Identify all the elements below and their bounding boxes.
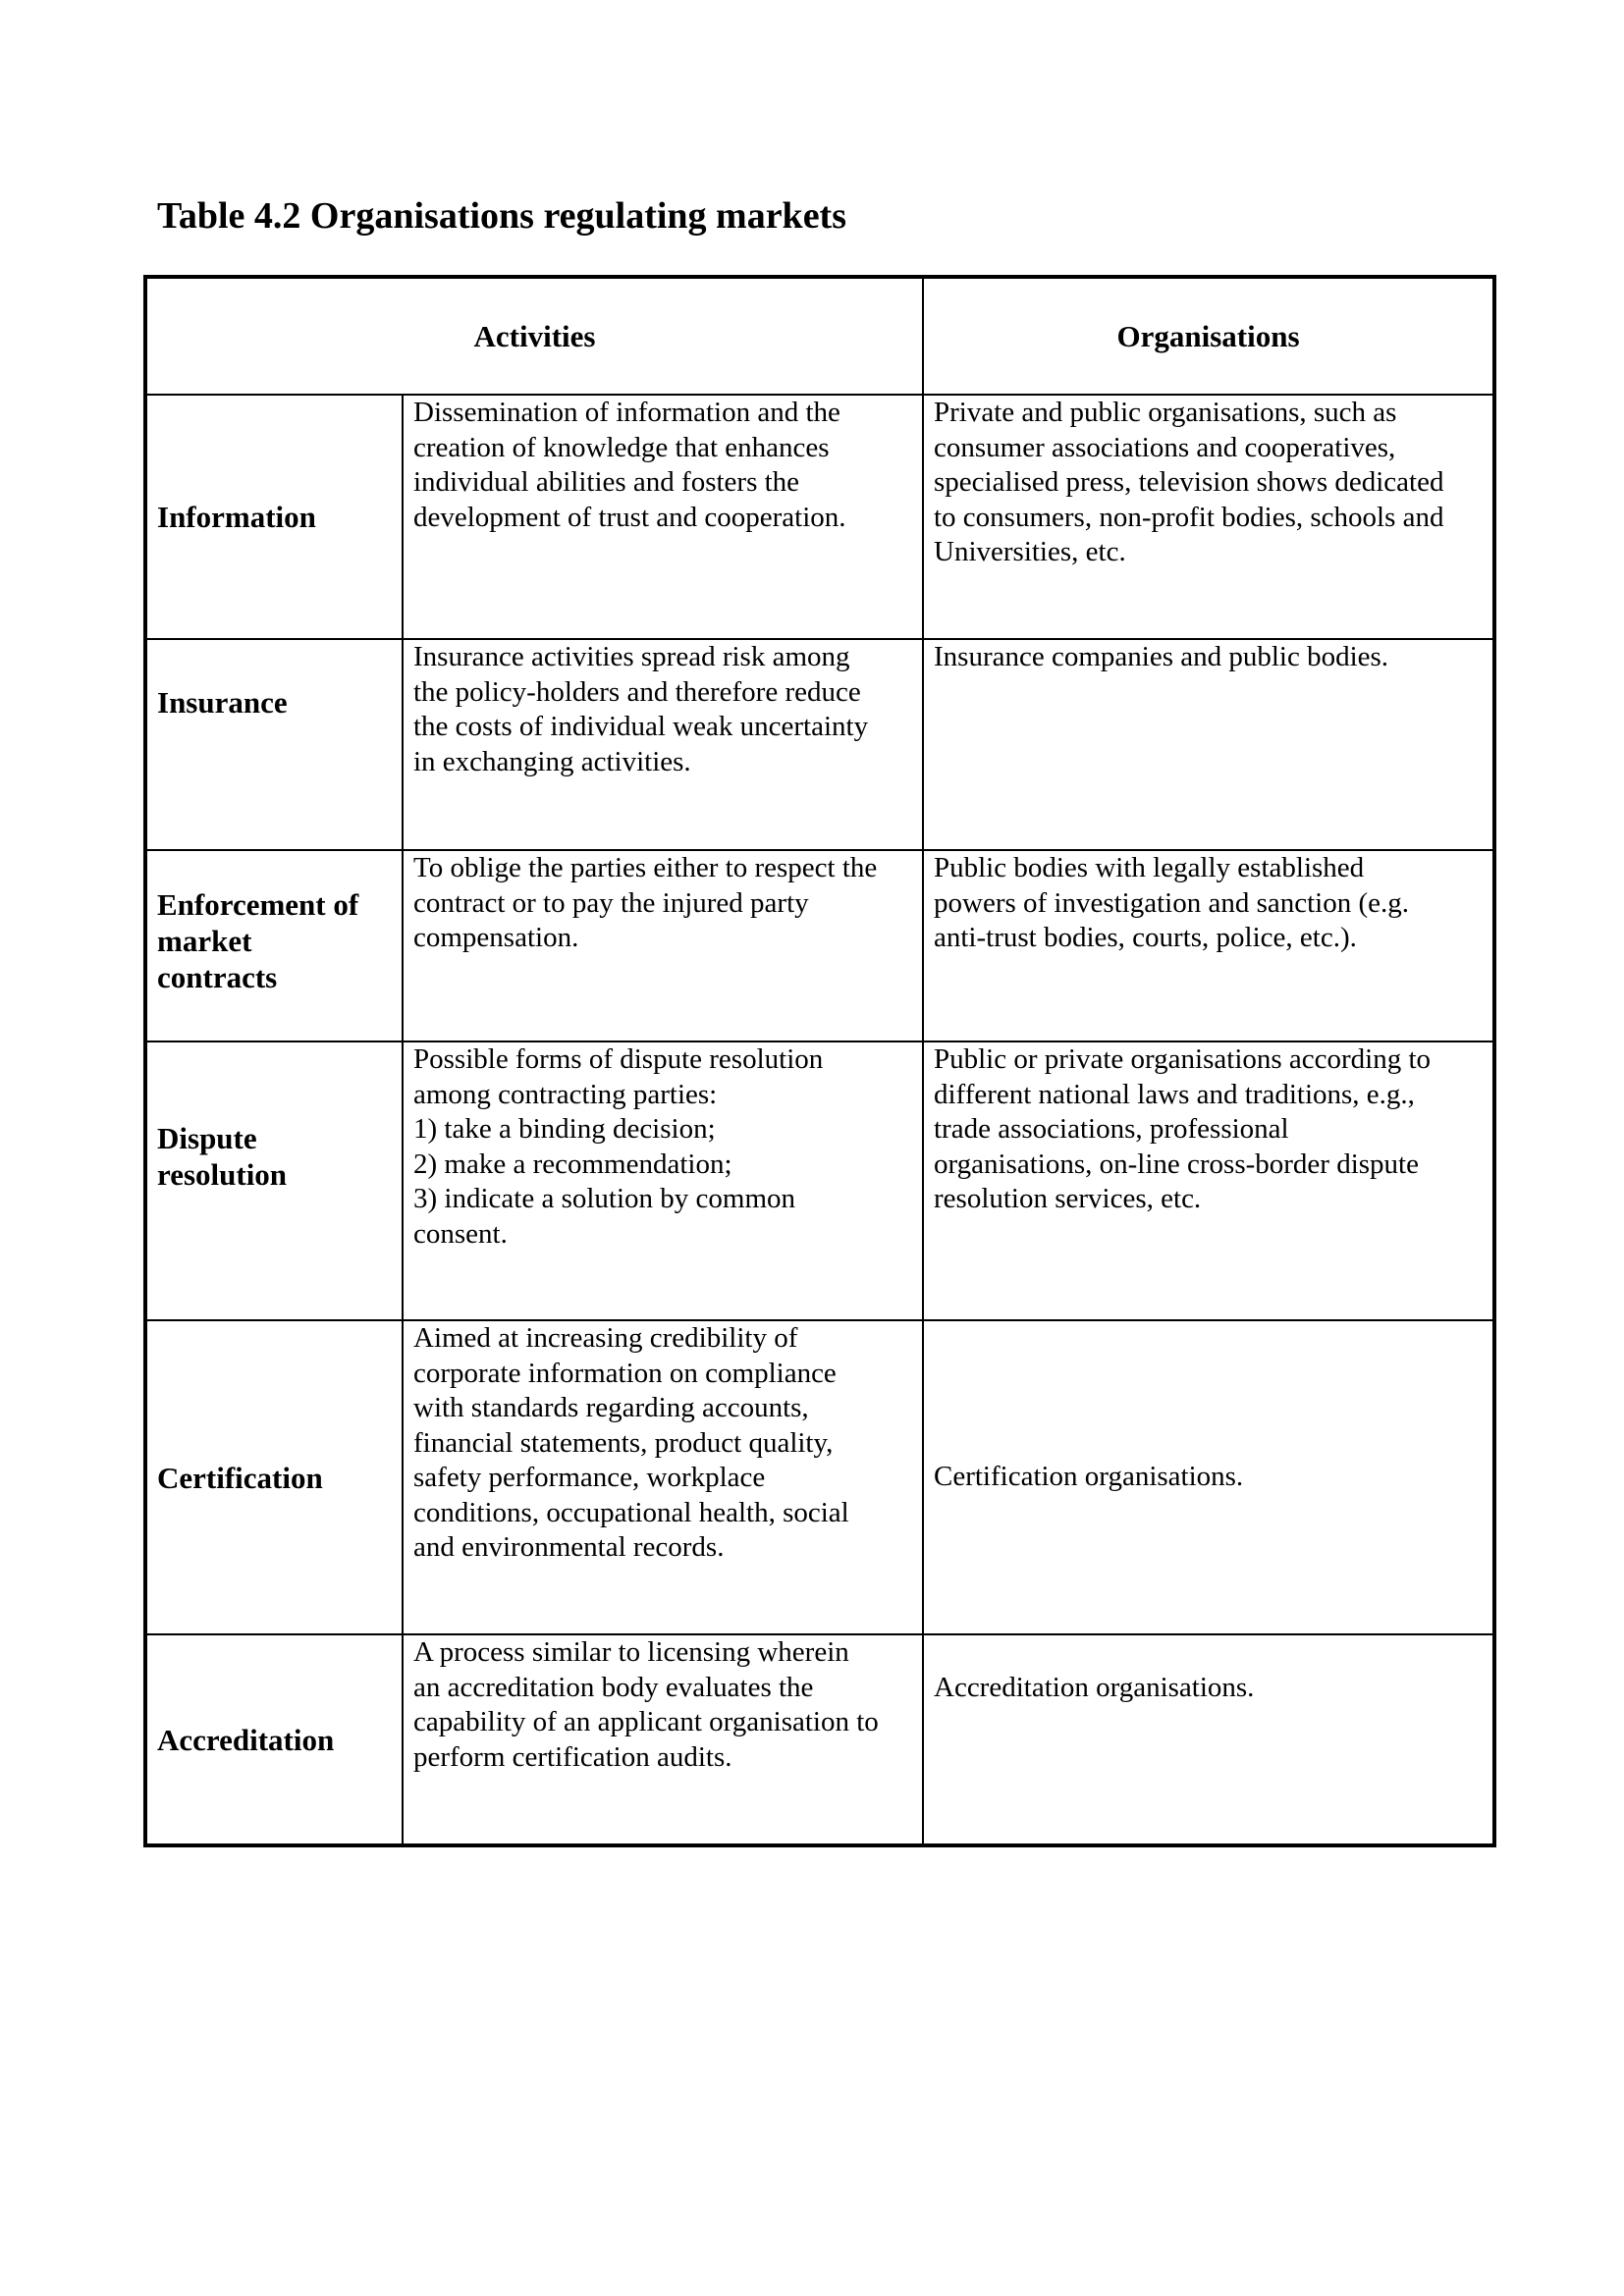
table-header-row bbox=[145, 277, 1494, 395]
row-label-line: Accreditation bbox=[157, 1722, 335, 1757]
table-row bbox=[145, 1320, 1494, 1634]
activity-line: among contracting parties: bbox=[413, 1078, 718, 1110]
organisations-line: Public or private organisations according to bbox=[934, 1043, 1432, 1075]
activity-line: development of trust and cooperation. bbox=[413, 501, 846, 533]
header-activities: Activities bbox=[145, 277, 923, 395]
activity-line: safety performance, workplace bbox=[413, 1462, 766, 1493]
activity-line: an accreditation body evaluates the bbox=[413, 1671, 814, 1703]
activity-line: perform certification audits. bbox=[413, 1740, 732, 1773]
organisations-cell bbox=[923, 1634, 1494, 1845]
activity-cell bbox=[403, 1634, 923, 1845]
row-label-insurance bbox=[145, 639, 403, 850]
organisations-cell bbox=[923, 1320, 1494, 1634]
activity-line: To oblige the parties either to respect the bbox=[413, 852, 878, 883]
organisations-line: anti-trust bodies, courts, police, etc.). bbox=[934, 922, 1357, 953]
activity-line: 2) make a recommendation; bbox=[413, 1148, 732, 1180]
row-label-line: contracts bbox=[157, 960, 278, 994]
activity-line: compensation. bbox=[413, 922, 579, 953]
row-label-dispute-resolution bbox=[145, 1041, 403, 1320]
activity-line: the policy-holders and therefore reduce bbox=[413, 675, 861, 708]
row-label-line: Information bbox=[157, 500, 316, 534]
organisations-cell bbox=[923, 850, 1494, 1041]
organisations-line: Accreditation organisations. bbox=[934, 1672, 1255, 1703]
organisations-cell bbox=[923, 1041, 1494, 1320]
organisations-line: Certification organisations. bbox=[934, 1461, 1244, 1493]
table-row bbox=[145, 1041, 1494, 1320]
activity-line: Aimed at increasing credibility of bbox=[413, 1322, 798, 1354]
activity-line: in exchanging activities. bbox=[413, 745, 691, 777]
organisations-line: Public bodies with legally established bbox=[934, 852, 1365, 883]
activity-line: and environmental records. bbox=[413, 1531, 725, 1563]
activity-line: contract or to pay the injured party bbox=[413, 886, 809, 919]
activity-line: corporate information on compliance bbox=[413, 1357, 837, 1389]
activity-cell bbox=[403, 639, 923, 850]
organisations-line: Insurance companies and public bodies. bbox=[934, 641, 1389, 672]
organisations-line: resolution services, etc. bbox=[934, 1183, 1202, 1214]
row-label-information bbox=[145, 395, 403, 639]
page-title: Table 4.2 Organisations regulating markets bbox=[157, 195, 846, 237]
activity-line: capability of an applicant organisation to bbox=[413, 1706, 879, 1737]
activity-line: 1) take a binding decision; bbox=[413, 1113, 716, 1145]
table-row bbox=[145, 639, 1494, 850]
row-label-line: Dispute bbox=[157, 1121, 257, 1155]
organisations-cell bbox=[923, 639, 1494, 850]
organisations-line: trade associations, professional bbox=[934, 1113, 1289, 1145]
row-label-line: Enforcement of bbox=[157, 887, 359, 922]
activity-line: 3) indicate a solution by common bbox=[413, 1183, 796, 1214]
table-row bbox=[145, 395, 1494, 639]
row-label-line: Certification bbox=[157, 1460, 323, 1495]
activity-line: with standards regarding accounts, bbox=[413, 1392, 809, 1423]
table-row bbox=[145, 1634, 1494, 1845]
row-label-line: resolution bbox=[157, 1157, 288, 1192]
row-label-accreditation bbox=[145, 1634, 403, 1845]
activity-cell bbox=[403, 395, 923, 639]
activity-cell bbox=[403, 1041, 923, 1320]
header-organisations: Organisations bbox=[923, 277, 1494, 395]
organisations-line: to consumers, non-profit bodies, schools and bbox=[934, 501, 1444, 533]
row-label-line: Insurance bbox=[157, 685, 288, 720]
organisations-line: Private and public organisations, such as bbox=[934, 397, 1397, 428]
organisations-table bbox=[143, 275, 1496, 1847]
activity-line: Possible forms of dispute resolution bbox=[413, 1043, 824, 1075]
activity-line: A process similar to licensing wherein bbox=[413, 1636, 849, 1668]
organisations-line: specialised press, television shows dedicated bbox=[934, 466, 1444, 498]
organisations-line: organisations, on-line cross-border dispute bbox=[934, 1148, 1419, 1180]
row-label-line: market bbox=[157, 924, 252, 958]
row-label-enforcement bbox=[145, 850, 403, 1041]
activity-line: financial statements, product quality, bbox=[413, 1426, 834, 1459]
activity-line: conditions, occupational health, social bbox=[413, 1496, 849, 1528]
activity-line: the costs of individual weak uncertainty bbox=[413, 711, 869, 742]
row-label-certification bbox=[145, 1320, 403, 1634]
organisations-line: consumer associations and cooperatives, bbox=[934, 431, 1396, 463]
activity-cell bbox=[403, 850, 923, 1041]
organisations-line: different national laws and traditions, e.g., bbox=[934, 1078, 1415, 1110]
table-row bbox=[145, 850, 1494, 1041]
organisations-line: Universities, etc. bbox=[934, 536, 1126, 567]
activity-cell bbox=[403, 1320, 923, 1634]
activity-line: individual abilities and fosters the bbox=[413, 466, 800, 498]
organisations-line: powers of investigation and sanction (e.g. bbox=[934, 886, 1410, 919]
activity-line: consent. bbox=[413, 1217, 508, 1250]
organisations-cell bbox=[923, 395, 1494, 639]
activity-line: creation of knowledge that enhances bbox=[413, 431, 830, 463]
activity-line: Dissemination of information and the bbox=[413, 397, 840, 428]
activity-line: Insurance activities spread risk among bbox=[413, 641, 850, 672]
